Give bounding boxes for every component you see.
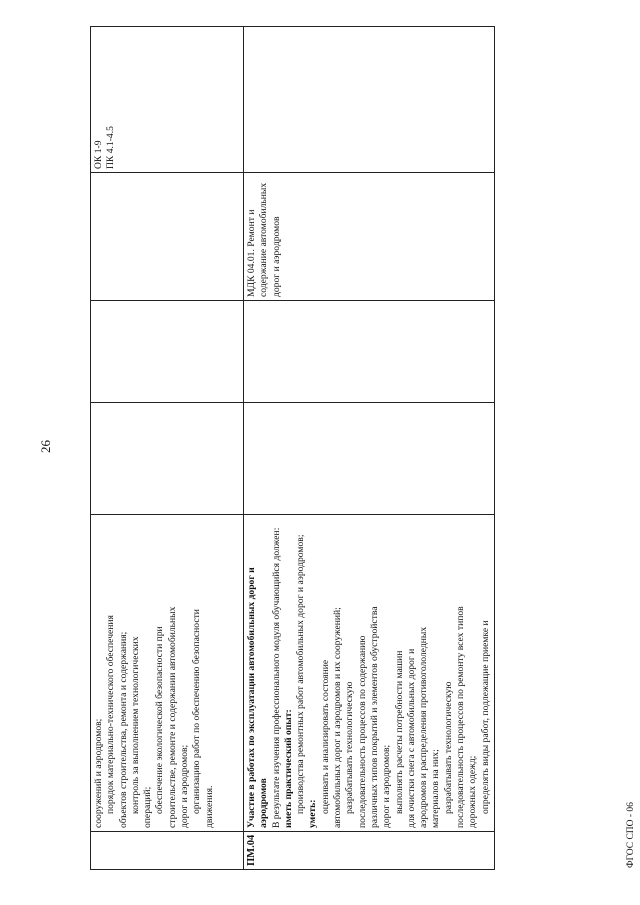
knowledge-line: строительстве, ремонте и содержании автомобильных	[166, 606, 178, 828]
cell-code-empty	[91, 832, 244, 870]
cell-empty-6	[244, 27, 495, 173]
cell-mdk: МДК 04.01. Ремонт и содержание автомобильных дорог и аэродромов	[244, 173, 495, 301]
skills-label: уметь:	[307, 799, 319, 828]
module-code: ПМ.04	[244, 832, 495, 870]
skill-line: последовательность процессов по ремонту всех типов	[455, 606, 467, 828]
skills-list	[320, 518, 492, 828]
skill-line: материалов на них;	[430, 749, 442, 828]
skill-line: для очистки снега с автомобильных дорог и	[405, 648, 417, 828]
cell-competencies	[91, 27, 244, 173]
skill-line: выполнять расчеты потребности машин	[393, 650, 405, 814]
cell-module-description	[244, 515, 495, 832]
skill-line: дорожных одежд;	[467, 755, 479, 828]
cell-empty-1	[91, 403, 244, 515]
skill-line: разрабатывать технологическую	[344, 681, 356, 814]
skill-line: дорог и аэродромов;	[381, 744, 393, 828]
rotated-page-content	[90, 27, 491, 870]
page-number: 26	[38, 440, 53, 453]
cell-empty-4	[244, 403, 495, 515]
knowledge-line: контроль за выполнением технологических	[129, 636, 141, 814]
module-intro: В результате изучения профессионального модуля обучающийся должен:	[270, 527, 282, 828]
knowledge-line: движения.	[203, 785, 215, 828]
cell-empty-5	[244, 301, 495, 403]
cell-knowledge-continued	[91, 515, 244, 832]
knowledge-line: организацию работ по обеспечению безопасности	[191, 609, 203, 814]
knowledge-line: дорог и аэродромов;	[179, 744, 191, 828]
skill-line: последовательность процессов по содержанию	[356, 635, 368, 828]
footer-standard-code: ФГОС СПО - 06	[626, 802, 636, 868]
skill-line: различных типов покрытий и элементов обустройства	[368, 606, 380, 828]
experience-text: производства ремонтных работ автомобильных дорог и аэродромов;	[295, 534, 307, 814]
knowledge-line: сооружений и аэродромов;	[93, 718, 104, 828]
competency-ok: ОК 1-9	[93, 140, 104, 169]
table-row-pm04	[244, 27, 495, 870]
knowledge-line: обеспечение экологической безопасности при	[154, 626, 166, 814]
module-table	[90, 26, 495, 870]
cell-empty-3	[91, 173, 244, 301]
knowledge-line: порядок материально-технического обеспечения	[105, 615, 117, 814]
skill-line: определять виды работ, подлежащие приемке и	[479, 620, 491, 814]
table-row-previous	[91, 27, 244, 870]
module-title: Участие в работах по эксплуатации автомобильных дорог и аэродромов	[246, 567, 270, 828]
knowledge-line: объектов строительства, ремонта и содержания;	[117, 631, 129, 828]
experience-label: иметь практический опыт:	[282, 709, 294, 828]
skill-line: автомобильных дорог и аэродромов и их сооружений;	[332, 607, 344, 828]
skill-line: оценивать и анализировать состояние	[319, 659, 331, 814]
cell-empty-2	[91, 301, 244, 403]
competency-pk: ПК 4.1-4.5	[105, 126, 117, 169]
skill-line: разрабатывать технологическую	[442, 681, 454, 814]
knowledge-line: операций;	[142, 786, 154, 828]
skill-line: аэродромов и распределения противогололедных	[418, 626, 430, 828]
